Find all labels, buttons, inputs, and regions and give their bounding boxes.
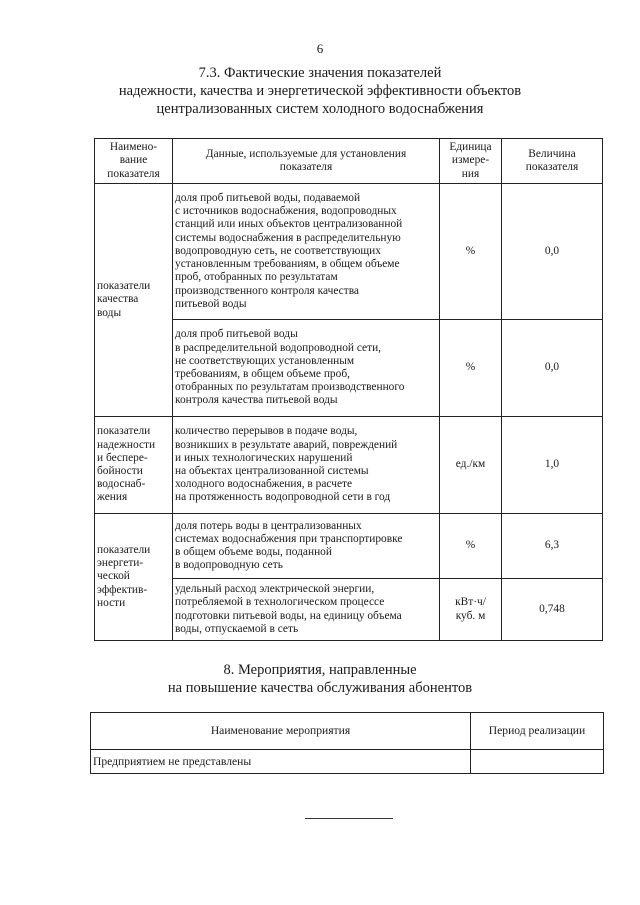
category-reliability: показатели надежности и беспере- бойности водоснаб- жения [95, 417, 173, 514]
header-measure-name: Наименование мероприятия [91, 713, 471, 750]
indicator-description: доля потерь воды в централизованных системах водоснабжения при транспортировке в общем объеме воды, поданной в водопроводную сеть [173, 514, 440, 579]
indicator-value: 0,748 [502, 579, 603, 641]
table-row [95, 417, 603, 514]
indicator-unit: % [440, 320, 502, 417]
header-data: Данные, используемые для установления показателя [173, 139, 440, 184]
indicator-unit: % [440, 184, 502, 320]
measure-name: Предприятием не представлены [91, 750, 471, 774]
indicator-unit: кВт·ч/ куб. м [440, 579, 502, 641]
indicator-value: 1,0 [502, 417, 603, 514]
title-line: централизованных систем холодного водоснабжения [156, 101, 484, 117]
indicator-description: доля проб питьевой воды, подаваемой с источников водоснабжения, водопроводных станций или иных объектов централизованной системы водоснабжения в распределительную водопроводную сеть, не соответствующих установленным требованиям, в общем объеме проб, отобранных по результатам производственного контроля качества питьевой воды [173, 184, 440, 320]
table-row [91, 750, 604, 774]
indicator-value: 6,3 [502, 514, 603, 579]
indicator-description: доля проб питьевой воды в распределительной водопроводной сети, не соответствующих установленным требованиям, в общем объеме проб, отобранных по результатам производственного контроля качества питьевой воды [173, 320, 440, 417]
header-period: Период реализации [471, 713, 604, 750]
indicator-description: количество перерывов в подаче воды, возникших в результате аварий, повреждений и иных технологических нарушений на объектах централизованной системы холодного водоснабжения, в расчете на протяженность водопроводной сети в год [173, 417, 440, 514]
indicator-description: удельный расход электрической энергии, потребляемой в технологическом процессе подготовки питьевой воды, на единицу объема воды, отпускаемой в сеть [173, 579, 440, 641]
category-energy-efficiency: показатели энергети- ческой эффектив- ности [95, 514, 173, 641]
page-number: 6 [316, 41, 324, 56]
section-8-title [0, 661, 640, 697]
indicator-unit: ед./км [440, 417, 502, 514]
indicator-value: 0,0 [502, 320, 603, 417]
closing-rule [305, 818, 393, 819]
title-line: 7.3. Фактические значения показателей [198, 65, 442, 81]
indicator-value: 0,0 [502, 184, 603, 320]
section-7-3-title [0, 64, 640, 118]
table-row [95, 184, 603, 320]
indicator-unit: % [440, 514, 502, 579]
table-header-row [91, 713, 604, 750]
table-row [95, 514, 603, 579]
header-name: Наимено- вание показателя [95, 139, 173, 184]
indicators-table [94, 138, 603, 641]
header-value: Величина показателя [502, 139, 603, 184]
title-line: 8. Мероприятия, направленные [223, 662, 417, 678]
category-quality: показатели качества воды [95, 184, 173, 417]
measures-table [90, 712, 604, 774]
title-line: надежности, качества и энергетической эффективности объектов [118, 83, 522, 99]
header-unit: Единица измере- ния [440, 139, 502, 184]
title-line: на повышение качества обслуживания абонентов [167, 680, 473, 696]
measure-period [471, 750, 604, 774]
table-header-row [95, 139, 603, 184]
